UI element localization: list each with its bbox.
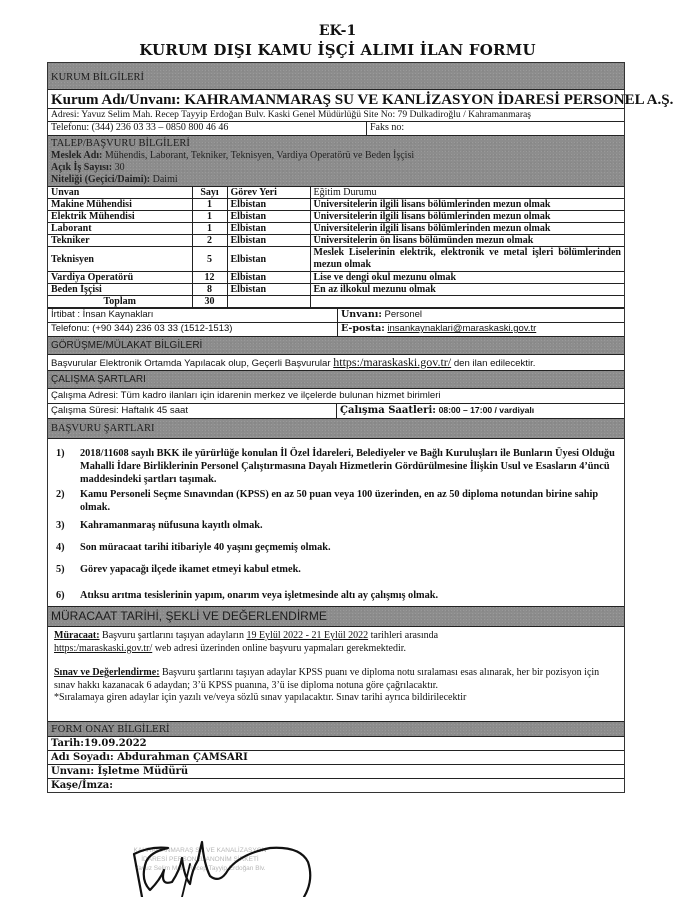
section-muracaat: MÜRACAAT TARİHİ, ŞEKLİ VE DEĞERLENDİRME [48,606,624,626]
cell-gorev-yeri: Elbistan [227,199,310,211]
condition-text: Kamu Personeli Seçme Sınavından (KPSS) en az 50 puan veya 100 üzerinden, en az 50 diploma notundan birine sahip olmak. [80,489,599,513]
condition-number: 1) [56,448,65,459]
total-empty-cell [310,296,624,308]
condition-text: Görev yapacağı ilçede ikamet etmeyi kabul etmek. [80,564,301,575]
handwritten-signature [120,840,320,897]
condition-item [56,519,616,532]
section-basvuru-sartlari: BAŞVURU ŞARTLARI [48,418,624,438]
nitelik-label: Niteliği (Geçici/Daimi): [51,174,151,185]
muracaat-text-2: tarihleri arasında [370,630,439,641]
section-talep-basvuru: TALEP/BAŞVURU BİLGİLERİ [51,138,190,149]
calisma-sure-saat-row [48,403,624,418]
acik-is-label: Açık İş Sayısı: [51,162,113,173]
table-total-row [48,296,624,308]
acik-is-line [48,162,624,174]
cell-gorev-yeri: Elbistan [227,211,310,223]
meslek-line [48,150,624,162]
calisma-saatleri-label: Çalışma Saatleri: [340,405,436,416]
section-form-onay: FORM ONAY BİLGİLERİ [48,721,624,736]
cell-gorev-yeri: Elbistan [227,223,310,235]
nitelik-value: Daimi [152,174,178,185]
talep-section [48,135,624,186]
table-row [48,211,624,223]
institution-name-value: KAHRAMANMARAŞ SU VE KANLİZASYON İDARESİ PERSONEL A.Ş. [184,92,674,108]
condition-text: 2018/11608 sayılı BKK ile yürürlüğe konulan İl Özel İdareleri, Belediyeler ve Bağlı Kuruluşları ile Bunların Üyesi Olduğu Mahalli İdare Birliklerinin Personel Çalıştırmasına Dayalı Hizmetlerin Gördürülmesine İlişkin Usul ve Esasların 4’üncü maddesindeki şartları taşımak. [80,448,615,485]
total-value: 30 [192,296,227,308]
document-title [0,22,675,60]
form-onay-section [48,721,624,792]
cell-unvan: Teknisyen [48,247,192,272]
cell-sayi: 8 [192,284,227,296]
meslek-label: Meslek Adı: [51,150,103,161]
muracaat-text-1: Başvuru şartlarını taşıyan adayların [102,630,244,641]
total-empty-cell [227,296,310,308]
onay-unvani: Unvanı: İşletme Müdürü [48,764,624,778]
cell-gorev-yeri: Elbistan [227,247,310,272]
total-label: Toplam [48,296,192,308]
cell-unvan: Beden İşçisi [48,284,192,296]
sinav-text: Başvuru şartlarını taşıyan adaylar KPSS puanı ve diploma notu sıralaması esas alınarak, her bir pozisyon için sınav hakkı kazanacak 6 adaydan; 3’ü KPSS puanına, 3’ü ise diploma notuna göre çağrılacaktır. [54,667,600,691]
cell-gorev-yeri: Elbistan [227,284,310,296]
calisma-saatleri [336,404,624,418]
cell-sayi: 1 [192,223,227,235]
table-row [48,284,624,296]
condition-item [56,447,616,486]
contact-title-value: Personel [384,309,423,320]
muracaat-link[interactable]: https:/maraskaski.gov.tr/ [54,642,153,654]
header-sayi: Sayı [192,187,227,199]
cell-unvan: Vardiya Operatörü [48,272,192,284]
form-title: KURUM DIŞI KAMU İŞÇİ ALIMI İLAN FORMU [139,41,536,59]
cell-unvan: Tekniker [48,235,192,247]
contact-title-label: Unvanı: [341,309,382,320]
cell-egitim: Meslek Liselerinin elektrik, elektronik ve metal işleri bölümlerinden mezun olmak [310,247,624,272]
muracaat-paragraph [54,630,618,655]
stamp-line: İDARESİ PERSONEL ANONİM ŞİRKETİ [141,856,259,863]
institution-phone: Telefonu: (344) 236 03 33 – 0850 800 46 46 [51,122,229,133]
contact-email-link[interactable]: insankaynaklari@maraskaski.gov.tr [387,323,537,334]
condition-item [56,563,616,576]
institution-name-label: Kurum Adı/Unvanı: [51,92,181,108]
condition-text: Son müracaat tarihi itibariyle 40 yaşını geçmemiş olmak. [80,542,331,553]
announcement-form [47,62,674,793]
muracaat-dates: 19 Eylül 2022 - 21 Eylül 2022 [246,630,369,641]
calisma-adresi: Çalışma Adresi: Tüm kadro ilanları için idarenin merkez ve ilçelerde bulunan hizmet birimleri [48,388,624,403]
cell-unvan: Elektrik Mühendisi [48,211,192,223]
cell-unvan: Laborant [48,223,192,235]
gorusme-link[interactable]: https:/maraskaski.gov.tr/ [333,355,452,369]
annex-label: EK-1 [318,23,357,39]
onay-kase-imza: Kaşe/İmza: [48,778,624,792]
condition-number: 4) [56,542,65,553]
institution-address: Adresi: Yavuz Selim Mah. Recep Tayyip Erdoğan Bulv. Kaski Genel Müdürlüğü Site No: 79 Dulkadiroğlu / Kahramanmaraş [48,108,624,121]
stamp-line: Yavuz Selim Mah. Recep Tayyip Erdoğan Blv. [134,865,266,872]
table-row [48,272,624,284]
basvuru-sartlari-list [48,438,624,606]
header-egitim: Eğitim Durumu [310,187,624,199]
muracaat-content [48,626,624,721]
muracaat-text-3: web adresi üzerinden online başvuru yapmaları gerekmektedir. [154,642,407,654]
condition-number: 2) [56,489,65,500]
cell-egitim: En az ilkokul mezunu olmak [310,284,624,296]
table-row [48,199,624,211]
table-header-row [48,187,624,199]
contact-row-2 [48,322,624,336]
sinav-paragraph [54,667,618,692]
acik-is-value: 30 [114,162,125,173]
condition-item [56,488,616,514]
condition-item [56,589,616,602]
gorusme-text-after: den ilan edilecektir. [453,358,536,369]
header-gorev-yeri: Görev Yeri [227,187,310,199]
institution-fax: Faks no: [366,122,624,135]
institution-name-row [48,89,674,108]
calisma-suresi: Çalışma Süresi: Haftalık 45 saat [51,405,189,416]
calisma-saatleri-value: 08:00 – 17:00 / vardiyalı [438,405,535,415]
condition-number: 3) [56,520,65,531]
gorusme-info [48,354,624,370]
cell-sayi: 1 [192,211,227,223]
cell-egitim: Üniversitelerin ilgili lisans bölümlerinden mezun olmak [310,223,624,235]
gorusme-text-before: Başvurular Elektronik Ortamda Yapılacak olup, Geçerli Başvurular [51,358,331,369]
cell-egitim: Üniversitelerin ilgili lisans bölümlerinden mezun olmak [310,211,624,223]
section-kurum-bilgileri: KURUM BİLGİLERİ [51,72,145,83]
contact-email [337,323,624,336]
institution-phone-fax-row [48,121,624,135]
cell-egitim: Üniversitelerin ilgili lisans bölümlerinden mezun olmak [310,199,624,211]
condition-number: 6) [56,590,65,601]
sinav-label: Sınav ve Değerlendirme: [54,667,160,678]
irtibat: İrtibat : İnsan Kaynakları [51,309,154,320]
section-calisma-sartlari: ÇALIŞMA ŞARTLARI [48,370,624,388]
muracaat-label: Müracaat: [54,630,100,641]
condition-number: 5) [56,564,65,575]
stamp-line: KAHRAMANMARAŞ SU VE KANALİZASYON [133,847,267,854]
sinav-note: *Sıralamaya giren adaylar için yazılı ve/veya sözlü sınav yapılacaktır. Sınav tarihi ayrıca bildirilecektir [54,692,467,703]
positions-table [48,186,624,308]
table-row [48,223,624,235]
cell-sayi: 12 [192,272,227,284]
cell-sayi: 5 [192,247,227,272]
header-unvan: Unvan [48,187,192,199]
contact-row-1 [48,308,624,322]
cell-gorev-yeri: Elbistan [227,235,310,247]
table-row [48,235,624,247]
onay-tarih: Tarih:19.09.2022 [48,736,624,750]
table-row [48,247,624,272]
condition-item [56,541,616,554]
cell-sayi: 2 [192,235,227,247]
cell-egitim: Lise ve dengi okul mezunu olmak [310,272,624,284]
nitelik-line [48,174,624,186]
cell-sayi: 1 [192,199,227,211]
contact-title [337,309,624,322]
section-gorusme-mulakat: GÖRÜŞME/MÜLAKAT BİLGİLERİ [48,336,624,354]
onay-adi-soyadi: Adı Soyadı: Abdurahman ÇAMSARI [48,750,624,764]
meslek-value: Mühendis, Laborant, Tekniker, Teknisyen, Vardiya Operatörü ve Beden İşçisi [104,150,415,161]
condition-text: Atıksu arıtma tesislerinin yapım, onarım veya işletmesinde altı ay çalışmış olmak. [80,590,439,601]
cell-unvan: Makine Mühendisi [48,199,192,211]
contact-phone: Telefonu: (+90 344) 236 03 33 (1512-1513) [51,323,233,334]
cell-egitim: Üniversitelerin ön lisans bölümünden mezun olmak [310,235,624,247]
condition-text: Kahramanmaraş nüfusuna kayıtlı olmak. [80,520,263,531]
contact-email-label: E-posta: [341,323,385,334]
cell-gorev-yeri: Elbistan [227,272,310,284]
